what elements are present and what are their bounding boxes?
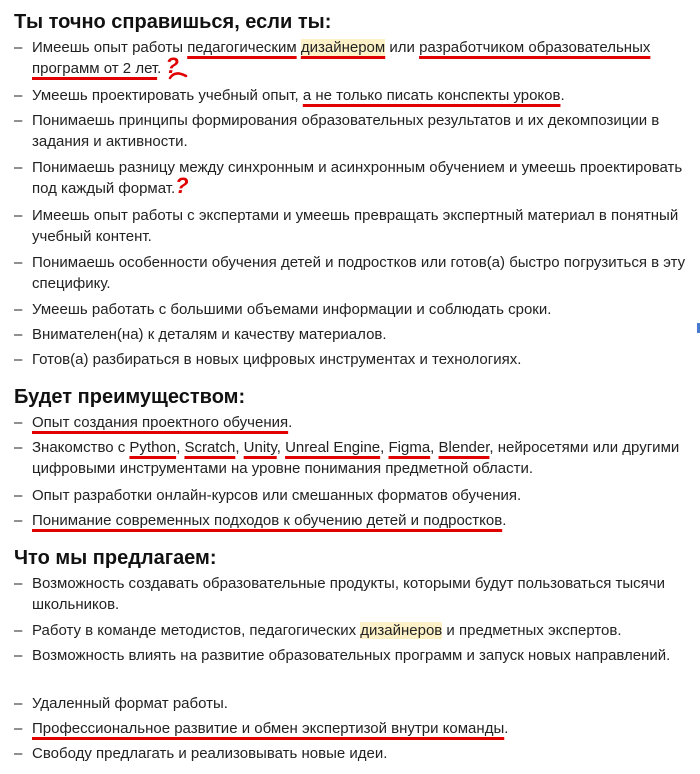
underlined-phrase: Blender	[438, 439, 490, 456]
list-bullet: –	[14, 414, 23, 431]
list-item-text	[32, 252, 686, 294]
list-item-text	[32, 437, 686, 479]
list-item	[14, 299, 686, 320]
text-run: .	[502, 512, 507, 529]
list-item	[14, 510, 686, 531]
list-bullet: –	[14, 326, 23, 343]
list-item	[14, 324, 686, 345]
list-item	[14, 645, 686, 666]
text-run: Знакомство с	[32, 439, 130, 456]
list-bullet: –	[14, 575, 23, 592]
underlined-phrase: Unreal Engine	[285, 439, 381, 456]
underlined-phrase: а не только писать конспекты уроков	[302, 87, 561, 104]
list-bullet: –	[14, 745, 23, 762]
list-item-text	[32, 743, 686, 764]
list-item	[14, 85, 686, 106]
text-run: Возможность создавать образовательные продукты, которыми будут пользоваться тысячи школьников.	[32, 575, 665, 613]
list-item	[14, 485, 686, 506]
text-run: Работу в команде методистов, педагогических	[32, 622, 361, 639]
text-run: ,	[276, 439, 286, 456]
list-item-text	[32, 412, 686, 433]
list-bullet: –	[14, 159, 23, 176]
underlined-phrase: Python	[129, 439, 177, 456]
list-bullet: –	[14, 647, 23, 664]
highlighted-phrase: дизайнеров	[360, 622, 443, 639]
list-item-text	[32, 85, 686, 106]
text-run: Умеешь проектировать учебный опыт,	[32, 87, 303, 104]
list-item	[14, 718, 686, 739]
section-heading-offer: Что мы предлагаем:	[14, 547, 217, 569]
text-run: или	[385, 39, 420, 56]
list-bullet: –	[14, 487, 23, 504]
list-item	[14, 110, 686, 152]
text-run: и предметных экспертов.	[442, 622, 622, 639]
list-item	[14, 573, 686, 615]
list-bullet: –	[14, 512, 23, 529]
list-item	[14, 349, 686, 370]
question-mark-annotation: ?	[175, 173, 189, 198]
list-item-text	[32, 37, 686, 79]
text-run: Умеешь работать с большими объемами информации и соблюдать сроки.	[32, 301, 552, 318]
list-bullet: –	[14, 301, 23, 318]
underlined-phrase: Unity	[243, 439, 277, 456]
text-run: ,	[176, 439, 185, 456]
list-item-text	[32, 157, 686, 199]
section-heading-advantages: Будет преимуществом:	[14, 386, 246, 408]
list-item-text	[32, 573, 686, 615]
text-run: ,	[380, 439, 389, 456]
underlined-highlighted-phrase: дизайнером	[300, 39, 386, 56]
list-item	[14, 437, 686, 479]
list-item-text	[32, 349, 686, 370]
section-heading-requirements: Ты точно справишься, если ты:	[14, 11, 332, 33]
list-item-text	[32, 324, 686, 345]
list-bullet: –	[14, 720, 23, 737]
text-run: Опыт разработки онлайн-курсов или смешанных форматов обучения.	[32, 487, 522, 504]
text-run: Имеешь опыт работы	[32, 39, 188, 56]
list-item	[14, 693, 686, 714]
list-item-text	[32, 620, 686, 641]
text-run: ,	[235, 439, 244, 456]
text-run: Удаленный формат работы.	[32, 695, 228, 712]
list-item-text	[32, 205, 686, 247]
list-item-text	[32, 510, 686, 531]
text-run: .	[560, 87, 565, 104]
text-run: ,	[430, 439, 439, 456]
text-run: Свободу предлагать и реализовывать новые идеи.	[32, 745, 388, 762]
text-run: , нейросетями или другими цифровыми инструментами на уровне понимания предметной области.	[32, 439, 680, 477]
list-bullet: –	[14, 254, 23, 271]
list-item-text	[32, 299, 686, 320]
list-item	[14, 157, 686, 199]
list-bullet: –	[14, 351, 23, 368]
underlined-phrase: Figma	[388, 439, 431, 456]
list-bullet: –	[14, 87, 23, 104]
text-run: Понимаешь разницу между синхронным и асинхронным обучением и умеешь проектировать под каждый формат.	[32, 159, 683, 197]
underlined-phrase: Scratch	[184, 439, 236, 456]
list-item	[14, 37, 686, 79]
list-item	[14, 743, 686, 764]
list-bullet: –	[14, 622, 23, 639]
underlined-phrase: Понимание современных подходов к обучению детей и подростков	[32, 512, 503, 529]
list-item-text	[32, 645, 686, 666]
list-bullet: –	[14, 695, 23, 712]
underlined-phrase: педагогическим	[187, 39, 297, 56]
text-run: .	[288, 414, 293, 431]
text-run: Имеешь опыт работы с экспертами и умеешь превращать экспертный материал в понятный учебный контент.	[32, 207, 679, 245]
list-item	[14, 205, 686, 247]
text-run: Готов(а) разбираться в новых цифровых инструментах и технологиях.	[32, 351, 522, 368]
underlined-phrase: разработчиком образовательных программ от 2 лет	[32, 39, 651, 77]
list-item-text	[32, 693, 686, 714]
list-item-text	[32, 718, 686, 739]
underlined-phrase: Профессиональное развитие и обмен экспертизой внутри команды	[32, 720, 505, 737]
text-run: Возможность влиять на развитие образовательных программ и запуск новых направлений.	[32, 647, 671, 664]
question-mark-annotation: ?	[165, 53, 179, 78]
list-bullet: –	[14, 39, 23, 56]
list-item	[14, 412, 686, 433]
list-bullet: –	[14, 112, 23, 129]
text-run: Внимателен(на) к деталям и качеству материалов.	[32, 326, 387, 343]
text-run: Понимаешь принципы формирования образовательных результатов и их декомпозиции в задания и активности.	[32, 112, 660, 150]
list-item	[14, 252, 686, 294]
list-bullet: –	[14, 207, 23, 224]
text-run: .	[157, 60, 166, 77]
text-run: .	[504, 720, 509, 737]
text-run: Понимаешь особенности обучения детей и подростков или готов(а) быстро погрузиться в эту специфику.	[32, 254, 686, 292]
underlined-phrase: Опыт создания проектного обучения	[32, 414, 289, 431]
list-item-text	[32, 485, 686, 506]
list-item-text	[32, 110, 686, 152]
list-item	[14, 620, 686, 641]
list-bullet: –	[14, 439, 23, 456]
